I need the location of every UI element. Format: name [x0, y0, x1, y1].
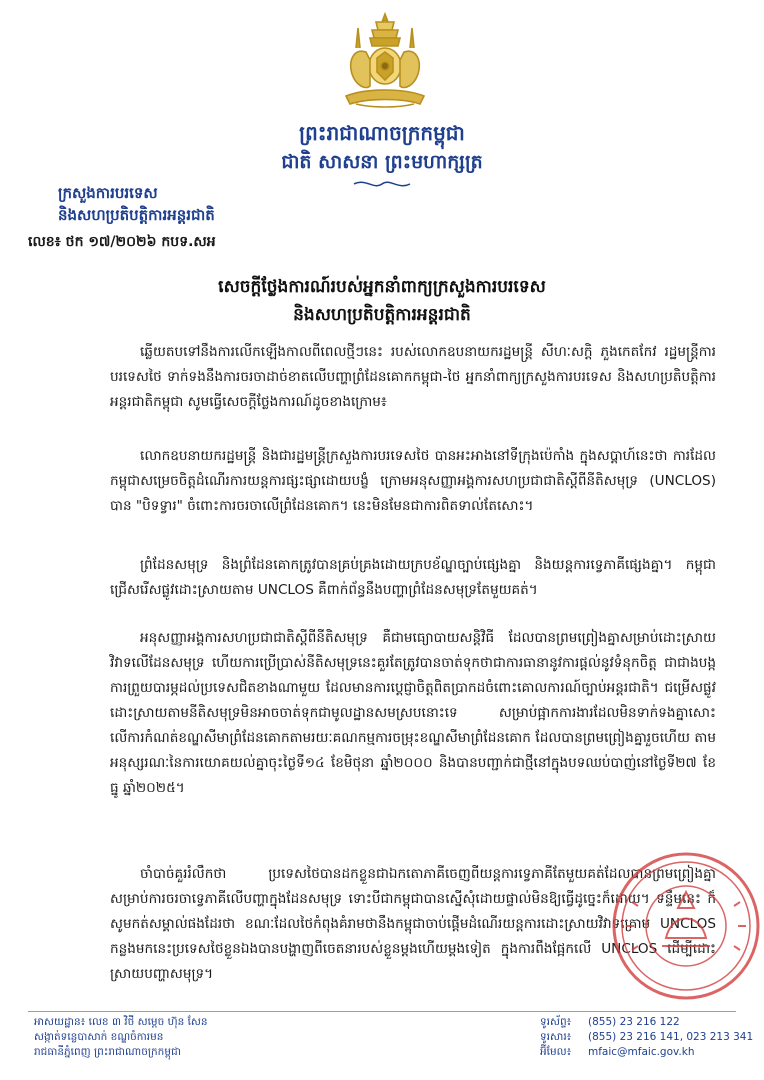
footer-divider: [28, 1011, 736, 1012]
reference-number: លេខ៖ ថក ១៧/២០២៦ កបទ.សអ: [28, 234, 216, 250]
phone-number: (855) 23 216 122: [588, 1016, 680, 1028]
email-label: អ៊ីមែល៖: [540, 1046, 572, 1058]
address-line: អាសយដ្ឋាន៖ លេខ ៣ វិថី សម្តេច ហ៊ុន សែន: [34, 1016, 208, 1028]
address-line: រាជធានីភ្នំពេញ ព្រះរាជាណាចក្រកម្ពុជា: [34, 1046, 181, 1058]
phone-row: [540, 1015, 753, 1030]
ornamental-divider-icon: [352, 178, 412, 190]
footer-contacts: [540, 1015, 753, 1060]
paragraph-text: ឆ្លើយតបទៅនឹងការលើកឡើងកាលពីពេលថ្មីៗនេះ របស់លោកឧបនាយករដ្ឋមន្ត្រី សីហៈសក្តិ ភួងកេតកែវ រដ្ឋមន្ត្រីការបរទេសថៃ ទាក់ទងនឹងការចរចាដាច់ខាតលើបញ្ហាព្រំដែនគោកកម្ពុជា-ថៃ អ្នកនាំពាក្យក្រសួងការបរទេស និងសហប្រតិបត្តិការអន្តរជាតិកម្ពុជា សូមធ្វើសេចក្ដីថ្លែងការណ៍ដូចខាងក្រោម៖: [110, 344, 716, 410]
footer-address: [34, 1015, 208, 1060]
statement-title-line1: សេចក្ដីថ្លែងការណ៍របស់អ្នកនាំពាក្យក្រសួងការបរទេស: [218, 277, 546, 297]
ministry-name-line2: និងសហប្រតិបត្តិការអន្តរជាតិ: [58, 206, 215, 224]
fax-row: [540, 1030, 753, 1045]
ministry-name-line1: ក្រសួងការបរទេស: [58, 184, 158, 202]
paragraph-text: លោកឧបនាយករដ្ឋមន្ត្រី និងជារដ្ឋមន្ត្រីក្រសួងការបរទេសថៃ បានអះអាងនៅទីក្រុងប៉េកាំង ក្នុងសប្តាហ៍នេះថា ការដែលកម្ពុជាសម្រេចចិត្តដំណើរការយន្តការផ្សះផ្សាដោយបង្ខំ ក្រោមអនុសញ្ញាអង្គការសហប្រជាជាតិស្តីពីនីតិសមុទ្រ (UNCLOS) បាន "បិទទ្វារ" ចំពោះការចរចាលើព្រំដែនគោក។ នេះមិនមែនជាការពិតទាល់តែសោះ។: [110, 448, 716, 514]
fax-label: ទូរសារ៖: [540, 1031, 572, 1043]
paragraph-text: ចាំបាច់គួររំលឹកថា ប្រទេសថៃបានដកខ្លួនជាឯកតោភាគីចេញពីយន្តការទ្វេភាគីតែមួយគត់ដែលបានព្រមព្រៀងគ្នាសម្រាប់ការចរចាទ្វេភាគីលើបញ្ហាក្នុងដែនសមុទ្រ ទោះបីជាកម្ពុជាបានស្នើសុំដោយផ្ទាល់មិនឱ្យធ្វើដូច្នេះក៏ដោយ។ ទន្ទឹមនេះ ក៏សូមកត់សម្គាល់ផងដែរថា ខណៈដែលថៃកំពុងគំរាមថានឹងកម្ពុជាចាប់ផ្តើមដំណើរយន្តការដោះស្រាយវិវាទក្រោម UNCLOS កន្លងមកនេះប្រទេសថៃខ្លួនឯងបានបង្ហាញពីចេតនារបស់ខ្លួនម្តងហើយម្តងទៀត ក្នុងការពឹងផ្អែកលើ UNCLOS ដើម្បីដោះស្រាយបញ្ហាសមុទ្រ។: [110, 866, 716, 982]
paragraph-text: អនុសញ្ញាអង្គការសហប្រជាជាតិស្តីពីនីតិសមុទ្រ គឺជាមធ្យោបាយសន្តិវិធី ដែលបានព្រមព្រៀងគ្នាសម្រាប់ដោះស្រាយវិវាទលើដែនសមុទ្រ ហើយការប្រើប្រាស់នីតិសមុទ្រនេះគួរតែត្រូវបានចាត់ទុកថាជាការធានានូវការផ្តល់នូវទំនុកចិត្ត ជាជាងបង្កការព្រួយបារម្ភដល់ប្រទេសជិតខាងណាមួយ ដែលមានការប្តេជ្ញាចិត្តពិតប្រាកដចំពោះគោលការណ៍ច្បាប់អន្តរជាតិ។ ជម្រើសផ្លូវដោះស្រាយតាមនីតិសមុទ្រមិនអាចចាត់ទុកជាមូលដ្ឋានសមស្របនោះទេ សម្រាប់ផ្អាកការងារដែលមិនទាក់ទងគ្នាសោះ លើការកំណត់ខណ្ឌសីមាព្រំដែនគោកតាមរយៈគណកម្មការចម្រុះខណ្ឌសីមាព្រំដែនគោក ដែលបានព្រមព្រៀងគ្នារួចហើយ តាមអនុស្សរណៈនៃការយោគយល់គ្នាចុះថ្ងៃទី១៤ ខែមិថុនា ឆ្នាំ២០០០ និងបានបញ្ជាក់ជាថ្មីនៅក្នុងបទឈប់បាញ់នៅថ្ងៃទី២៧ ខែធ្នូ ឆ្នាំ២០២៥។: [110, 630, 716, 796]
paragraph-4: [110, 626, 716, 801]
national-motto: ជាតិ សាសនា ព្រះមហាក្សត្រ: [281, 151, 483, 173]
paragraph-text: ព្រំដែនសមុទ្រ និងព្រំដែនគោកត្រូវបានគ្រប់គ្រងដោយក្របខ័ណ្ឌច្បាប់ផ្សេងគ្នា និងយន្តការទ្វេភាគីផ្សេងគ្នា។ កម្ពុជាជ្រើសរើសផ្លូវដោះស្រាយតាម UNCLOS គឺពាក់ព័ន្ធនឹងបញ្ហាព្រំដែនសមុទ្រតែមួយគត់។: [110, 557, 716, 598]
phone-label: ទូរស័ព្ទ៖: [540, 1016, 572, 1028]
paragraph-2: [110, 444, 716, 519]
paragraph-1: [110, 340, 716, 415]
email-row: [540, 1045, 753, 1060]
address-line: សង្កាត់ទន្លេបាសាក់ ខណ្ឌចំការមន: [34, 1031, 164, 1043]
email-address[interactable]: mfaic@mfaic.gov.kh: [588, 1046, 695, 1058]
royal-emblem-icon: [326, 8, 444, 116]
fax-number: (855) 23 216 141, 023 213 341: [588, 1031, 754, 1043]
paragraph-3: [110, 553, 716, 603]
statement-title-line2: និងសហប្រតិបត្តិការអន្តរជាតិ: [293, 305, 471, 325]
official-seal-icon: [602, 842, 760, 1010]
kingdom-title: ព្រះរាជាណាចក្រកម្ពុជា: [299, 121, 465, 145]
